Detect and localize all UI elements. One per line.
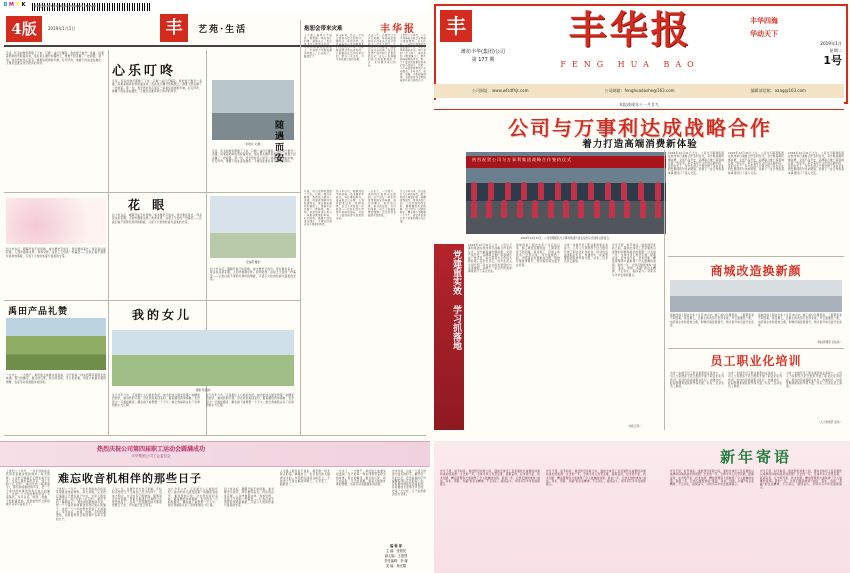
lead-photo-group: 热烈祝贺公司与万事利集团战略合作签约仪式 <box>466 152 666 234</box>
cmyk-marks: BMYK <box>3 2 27 8</box>
editorial-line-2: 副主编：王建国 <box>384 554 408 558</box>
back-paper-name: 丰华报 <box>380 24 416 35</box>
article-花眼-body-right: 四十岁以后，眼睛开始不听使唤。看书要把字放远，穿针要迎着光。母亲说这是花眼，人到岁数都这样。我却觉得，这是上天给的一份慈悲——让我们看不清那些琐碎的瑕疵，只留下大致的轮廓与温柔的光晕。 <box>210 268 296 281</box>
article-花眼-body-left: 四十岁以后，眼睛开始不听使唤。看书要把字放远，穿针要迎着光。母亲说这是花眼，人到岁数都这样。我却觉得，这是上天给的一份慈悲——让我们看不清那些琐碎的瑕疵，只留下大致的轮廓与温柔的光晕。 <box>6 248 106 258</box>
photo-caption: （李晓东 文/图） <box>243 143 263 146</box>
section-divider <box>4 435 426 436</box>
back-right-col-f: 四十岁以后，眼睛开始不听使唤。看书要把字放远，穿针要迎着光。母亲说这是花眼，人到岁数都这样。我却觉得，这是上天给的一份慈悲——让我们看不清那些琐碎的瑕疵，只留下大致的轮廓与温柔的光晕。 <box>336 190 364 220</box>
article-心乐叮咚-body: 冬夜，所有的物声都歇了下来，只剩一盏灯还醒着。我把窗子推开一条缝，风裹着细碎的雪粒溜进来，落在案头摊开的稿纸上，像谁不经意撒了一把碎银。那一刻，我忽然听见心里有一串极轻极细的声响，叮叮咚咚，像檐下的冰凌在融化，又像远处谁家孩子拨弄的风铃。 <box>112 80 202 93</box>
front-column-divider <box>664 150 665 430</box>
front-page <box>430 0 850 573</box>
barcode-filename: 丰华报2019年1月1日4版.ps 2018/12/27 15:25:08 <box>34 5 96 8</box>
lead-body-col-3: 2018年12月31日上午，公司与万事利集团在杭州举行战略合作签约仪式，双方就高端丝绸消费、文创产品开发、品牌联合推广等领域达成一致意见，标志着双方合作进入新阶段。签约仪式上，双方负责人分别介绍了各自企业的发展现状与未来规划，并就下一步合作的具体事项进行了深入交流。 <box>788 152 844 175</box>
paper-slogan <box>750 14 778 40</box>
feature-col-5: 四十岁以后，眼睛开始不听使唤。看书要把字放远，穿针要迎着光。母亲说这是花眼，人到岁数都这样。我却觉得，这是上天给的一份慈悲——让我们看不清那些琐碎的瑕疵，只留下大致的轮廓与温柔的光晕。 <box>224 488 274 508</box>
lunar-dateline: 本报或或年十一月廿九 <box>434 100 844 110</box>
article-心乐叮咚-body-cont: 冬夜，所有的物声都歇了下来，只剩一盏灯还醒着。我把窗子推开一条缝，风裹着细碎的雪粒溜进来，落在案头摊开的稿纸上，像谁不经意撒了一把碎银。那一刻，我忽然听见心里有一串极轻极细的声响，叮叮咚咚，像檐下的冰凌在融化，又像远处谁家孩子拨弄的风铃。 <box>212 150 296 163</box>
back-right-col-d: 上世纪八十年代，一台半导体收音机是家里最金贵的物件。每天傍晚，父亲把它端端正正摆在桌子中央，全家人围坐着听评书。刘兰芳的《岳飞传》、单田芳的《隋唐演义》，那些抑扬顿挫的声音，把一个个遥远的故事送进我们狭小的屋子，也把一个少年的想象带到了天南海北。多年以后，电视、电脑、手机轮番登场，而我始终怀念那段被声音牵引着的日子。 <box>400 34 426 82</box>
slogan-line-1: 丰华四海 <box>750 16 778 25</box>
editorial-line-4: 美 编：杨光耀 <box>385 564 407 568</box>
article-我的女儿-body-cont: 女儿今年六岁，正是最让人心软的年纪。她会把幼儿园发的第一块糖留到放学，塞进我的口袋；会在我加班回家时，踮着脚给我拿拖鞋；也会因为一只蚂蚁搬家，蹲在楼下看整整一个下午。她让我重新认识了世界的细小与辽阔。 <box>206 394 294 407</box>
back-right-col-b: 岁末年初，总是一个适合回望与盘点的时节。翻开这一年的日历，密密麻麻的记号提醒着我们走过的每一步。有时候成绩是显而易见的，有时候成长是悄无声息的。把每一天过好，日子自然就会给出答案。 <box>336 34 364 61</box>
sec3-body-col-1: 为进一步提升员工职业素养和业务能力，公司人力资源部于近日组织开展了职业化系列培训，培训内容涵盖职业礼仪、沟通技巧、时间管理和团队协作等方面，共有二百余名员工参加。 <box>670 372 724 389</box>
banner-body-col-2: 商城改造工程自去年十月启动以来，施工单位克服低温、工期紧张等不利因素，昼夜施工，目前主体改造已全部完成，外立面焕然一新，内部商业布局更加合理，购物环境显著提升，预计春节前全面开业迎客。 <box>516 244 560 267</box>
section-divider <box>4 192 300 193</box>
feature-col-7: 一方水土，一方物产。禹田的土地厚实而温润，出产的每一样东西都带着阳光的味道。春日的嫩芽，夏日的瓜果，秋日的谷粒，冬日的菜根，皆是大地最朴素的馈赠，也是劳动者最踏实的回报。 <box>336 470 386 487</box>
article-抱恕会带来灾难-title: 抱恕会带来灾难 <box>304 26 343 32</box>
slogan-line-2: 华动天下 <box>750 29 778 38</box>
back-right-col-g: 一方水土，一方物产。禹田的土地厚实而温润，出产的每一样东西都带着阳光的味道。春日的嫩芽，夏日的瓜果，秋日的谷粒，冬日的菜根，皆是大地最朴素的馈赠，也是劳动者最踏实的回报。 <box>368 190 396 217</box>
lead-headline: 公司与万事利达成战略合作 <box>508 116 772 140</box>
photo-caption-2: （安春霞 摄影） <box>243 261 263 264</box>
feature-col-2: 上世纪八十年代，一台半导体收音机是家里最金贵的物件。每天傍晚，父亲把它端端正正摆在桌子中央，全家人围坐着听评书。刘兰芳的《岳飞传》、单田芳的《隋唐演义》，那些抑扬顿挫的声音，把一个个遥远的故事送进我们狭小的屋子，也把一个少年的想象带到了天南海北。多年以后，电视、电脑、手机轮番登场，而我始终怀念那段被声音牵引着的日子。 <box>56 488 106 521</box>
back-right-col-c: 人这一生，总要学会与自己和解。年轻时总想把日子过成自己设计的样子，后来才明白，生活自有它的脉络。随遇而安并非消极，而是在看清生活真相之后依然热爱它，在每一处落脚的地方都能把根扎下去，开出属于自己的花。 <box>368 34 396 67</box>
feature-col-3: 人这一生，总要学会与自己和解。年轻时总想把日子过成自己设计的样子，后来才明白，生活自有它的脉络。随遇而安并非消极，而是在看清生活真相之后依然热爱它，在每一处落脚的地方都能把根扎下去，开出属于自己的花。 <box>112 488 162 508</box>
back-right-col-e: 冬夜，所有的物声都歇了下来，只剩一盏灯还醒着。我把窗子推开一条缝，风裹着细碎的雪粒溜进来，落在案头摊开的稿纸上，像谁不经意撒了一把碎银。那一刻，我忽然听见心里有一串极轻极细的声响，叮叮咚咚，像檐下的冰凌在融化，又像远处谁家孩子拨弄的风铃。 <box>304 190 332 226</box>
banner-body-col-1: 2018年12月31日上午，公司与万事利集团在杭州举行战略合作签约仪式，双方就高端丝绸消费、文创产品开发、品牌联合推广等领域达成一致意见，标志着双方合作进入新阶段。签约仪式上，双方负责人分别介绍了各自企业的发展现状与未来规划，并就下一步合作的具体事项进行了深入交流。 <box>468 244 512 274</box>
newyear-col-1: 岁月不居，时节如流。值此辞旧迎新之际，谨向全体员工及家属致以诚挚的问候和美好的祝愿！过去的一年，全体丰华人攻坚克难、砥砺奋进，在市场开拓、技术创新、精益管理等方面取得了令人鼓舞的成绩。新的一年，让我们继续秉持“诚信、务实、创新、共赢”的企业精神，不忘初心，接续奋斗，共同书写丰华发展新篇章。 <box>440 470 540 487</box>
article-花眼-body: 四十岁以后，眼睛开始不听使唤。看书要把字放远，穿针要迎着光。母亲说这是花眼，人到岁数都这样。我却觉得，这是上天给的一份慈悲——让我们看不清那些琐碎的瑕疵，只留下大致的轮廓与温柔的光晕。 <box>112 214 202 224</box>
back-right-col-a: 人生路上难免有不如意。抱怨像一场无休止的雨，淋湿自己，也让身边的人躲得远远的。与其把时间耗在抱怨上，不如把力气用在解决问题上。心态变了，路就宽了。 <box>304 34 332 58</box>
article-我的女儿-body: 女儿今年六岁，正是最让人心软的年纪。她会把幼儿园发的第一块糖留到放学，塞进我的口袋；会在我加班回家时，踮着脚给我拿拖鞋；也会因为一只蚂蚁搬家，蹲在楼下看整整一个下午。她让我重新认识了世界的细小与辽阔。 <box>112 394 200 407</box>
website-link[interactable]: 公司网址：www.wfsdfhjt.com <box>472 88 529 93</box>
back-page-date: 2019年1月1日 <box>48 26 76 31</box>
page-number-badge: 4版 <box>6 16 42 42</box>
lead-subheadline: 着力打造高端消费新体验 <box>582 139 698 150</box>
article-我的女儿-title: 我的女儿 <box>132 308 193 322</box>
contact-info-bar <box>434 84 844 98</box>
front-section-divider-2 <box>668 348 844 349</box>
sec3-caption: （人力资源部 张伟） <box>817 421 842 424</box>
sec2-body-col-1: 商城改造工程自去年十月启动以来，施工单位克服低温、工期紧张等不利因素，昼夜施工，目前主体改造已全部完成，外立面焕然一新，内部商业布局更加合理，购物环境显著提升，预计春节前全面开业迎客。 <box>670 314 754 327</box>
editorial-box <box>368 544 424 569</box>
weekday: 星期二 <box>829 48 842 53</box>
editorial-line-3: 责任编辑：李 娜 <box>384 559 408 563</box>
party-building-banner-text: 党建重实效 学习抓落地 <box>451 250 461 350</box>
bottom-banner-title: 热烈庆祝公司第四届职工运动会圆满成功 <box>96 446 205 453</box>
column-divider <box>300 20 301 435</box>
article-photo-nature <box>112 330 294 386</box>
newyear-col-4: 岁月不居，时节如流。值此辞旧迎新之际，谨向全体员工及家属致以诚挚的问候和美好的祝愿！过去的一年，全体丰华人攻坚克难、砥砺奋进，在市场开拓、技术创新、精益管理等方面取得了令人鼓舞的成绩。新的一年，让我们继续秉持“诚信、务实、创新、共赢”的企业精神，不忘初心，接续奋斗，共同书写丰华发展新篇章。 <box>760 470 842 490</box>
article-难忘收音机-title: 难忘收音机相伴的那些日子 <box>58 472 202 485</box>
issue-number: 第 177 期 <box>471 57 495 63</box>
section-员工职业化培训-title: 员工职业化培训 <box>710 354 802 368</box>
section-label: 艺苑·生活 <box>198 25 248 35</box>
email-link[interactable]: 公司邮箱：fenghuadashe@163.com <box>604 88 675 93</box>
newyear-col-2: 岁月不居，时节如流。值此辞旧迎新之际，谨向全体员工及家属致以诚挚的问候和美好的祝愿！过去的一年，全体丰华人攻坚克难、砥砺奋进，在市场开拓、技术创新、精益管理等方面取得了令人鼓舞的成绩。新的一年，让我们继续秉持“诚信、务实、创新、共赢”的企业精神，不忘初心，接续奋斗，共同书写丰华发展新篇章。 <box>546 470 646 487</box>
publisher-name: 潍坊丰华(集团)公司 <box>461 49 505 55</box>
photo-caption-3: （摄影 陈建国） <box>193 389 213 392</box>
company-logo-icon: 丰 <box>440 10 472 42</box>
lead-body-col-1: 2018年12月31日上午，公司与万事利集团在杭州举行战略合作签约仪式，双方就高端丝绸消费、文创产品开发、品牌联合推广等领域达成一致意见，标志着双方合作进入新阶段。签约仪式上，双方负责人分别介绍了各自企业的发展现状与未来规划，并就下一步合作的具体事项进行了深入交流。 <box>668 152 724 175</box>
section-商城改造换新颜-title: 商城改造换新颜 <box>710 264 802 278</box>
banner-body-col-4: 岁月不居，时节如流。值此辞旧迎新之际，谨向全体员工及家属致以诚挚的问候和美好的祝愿！过去的一年，全体丰华人攻坚克难、砥砺奋进，在市场开拓、技术创新、精益管理等方面取得了令人鼓舞的成绩。新的一年，让我们继续秉持“诚信、务实、创新、共赢”的企业精神，不忘初心，接续奋斗，共同书写丰华发展新篇章。 <box>612 244 656 277</box>
article-心乐叮咚-title: 心乐叮咚 <box>112 64 177 79</box>
section-divider <box>4 300 300 301</box>
article-photo-bird <box>210 196 296 258</box>
feature-col-8: 岁末年初，总是一个适合回望与盘点的时节。翻开这一年的日历，密密麻麻的记号提醒着我们走过的每一步。有时候成绩是显而易见的，有时候成长是悄无声息的。把每一天过好，日子自然就会给出答案。 <box>392 470 426 497</box>
article-photo-field <box>6 318 106 370</box>
back-column-1-text: 冬夜，所有的物声都歇了下来，只剩一盏灯还醒着。我把窗子推开一条缝，风裹着细碎的雪粒溜进来，落在案头摊开的稿纸上，像谁不经意撒了一把碎银。那一刻，我忽然听见心里有一串极轻极细的声响，叮叮咚咚，像檐下的冰凌在融化，又像远处谁家孩子拨弄的风铃。 <box>6 52 104 65</box>
article-花眼-title: 花 眼 <box>128 198 169 212</box>
publish-date: 2019年1月 <box>820 41 842 46</box>
publisher-info <box>440 48 526 64</box>
editorial-line-1: 主 编：张树民 <box>385 549 407 553</box>
masthead-logo-icon: 丰 <box>160 14 188 42</box>
paper-title-pinyin: FENG HUA BAO <box>560 60 700 69</box>
feature-col-4: 女儿今年六岁，正是最让人心软的年纪。她会把幼儿园发的第一块糖留到放学，塞进我的口袋；会在我加班回家时，踮着脚给我拿拖鞋；也会因为一只蚂蚁搬家，蹲在楼下看整整一个下午。她让我重新认识了世界的细小与辽阔。 <box>168 488 218 508</box>
bottom-banner-sub: 丰华集团公司工会委员会 <box>131 454 171 458</box>
paper-title: 丰华报 <box>568 7 692 52</box>
feature-col-1: 上世纪八十年代，一台半导体收音机是家里最金贵的物件。每天傍晚，父亲把它端端正正摆在桌子中央，全家人围坐着听评书。刘兰芳的《岳飞传》、单田芳的《隋唐演义》，那些抑扬顿挫的声音，把一个个遥远的故事送进我们狭小的屋子，也把一个少年的想象带到了天南海北。多年以后，电视、电脑、手机轮番登场，而我始终怀念那段被声音牵引着的日子。 <box>6 470 50 506</box>
editor-email-link[interactable]: 编辑部信箱：aaag@163.com <box>750 88 806 93</box>
section-photo-city <box>670 280 842 312</box>
article-随遇而安-title: 随遇而安 <box>273 120 283 164</box>
front-section-divider <box>668 256 844 257</box>
sec2-caption: （网站管理部 宋俊伟） <box>815 341 842 344</box>
article-禹田产品礼赞-body: 一方水土，一方物产。禹田的土地厚实而温润，出产的每一样东西都带着阳光的味道。春日的嫩芽，夏日的瓜果，秋日的谷粒，冬日的菜根，皆是大地最朴素的馈赠，也是劳动者最踏实的回报。 <box>6 374 106 384</box>
sec3-body-col-2: 为进一步提升员工职业素养和业务能力，公司人力资源部于近日组织开展了职业化系列培训，培训内容涵盖职业礼仪、沟通技巧、时间管理和团队协作等方面，共有二百余名员工参加。 <box>728 372 782 389</box>
lead-body-col-2: 2018年12月31日上午，公司与万事利集团在杭州举行战略合作签约仪式，双方就高端丝绸消费、文创产品开发、品牌联合推广等领域达成一致意见，标志着双方合作进入新阶段。签约仪式上，双方负责人分别介绍了各自企业的发展现状与未来规划，并就下一步合作的具体事项进行了深入交流。 <box>728 152 784 175</box>
newyear-col-3: 岁月不居，时节如流。值此辞旧迎新之际，谨向全体员工及家属致以诚挚的问候和美好的祝愿！过去的一年，全体丰华人攻坚克难、砥砺奋进，在市场开拓、技术创新、精益管理等方面取得了令人鼓舞的成绩。新的一年，让我们继续秉持“诚信、务实、创新、共赢”的企业精神，不忘初心，接续奋斗，共同书写丰华发展新篇章。 <box>670 470 754 487</box>
article-禹田产品礼赞-title: 禹田产品礼赞 <box>8 307 69 317</box>
lead-photo-caption: 2018年12月31日，公司管理团队与万事利集团代表在签约仪式现场合影留念。 <box>520 237 612 240</box>
banner-source: （本报记者） <box>626 425 642 428</box>
issue-label: 1号 <box>823 54 842 67</box>
new-year-title: 新年寄语 <box>719 448 792 466</box>
back-right-col-h: 女儿今年六岁，正是最让人心软的年纪。她会把幼儿园发的第一块糖留到放学，塞进我的口袋；会在我加班回家时，踮着脚给我拿拖鞋；也会因为一只蚂蚁搬家，蹲在楼下看整整一个下午。她让我重新认识了世界的细小与辽阔。 <box>400 190 426 223</box>
feature-col-6: 人生路上难免有不如意。抱怨像一场无休止的雨，淋湿自己，也让身边的人躲得远远的。与其把时间耗在抱怨上，不如把力气用在解决问题上。心态变了，路就宽了。 <box>280 470 330 487</box>
sec2-body-col-2: 商城改造工程自去年十月启动以来，施工单位克服低温、工期紧张等不利因素，昼夜施工，目前主体改造已全部完成，外立面焕然一新，内部商业布局更加合理，购物环境显著提升，预计春节前全面开业迎客。 <box>758 314 842 327</box>
article-photo-flower <box>6 198 106 244</box>
banner-body-col-3: 为进一步提升员工职业素养和业务能力，公司人力资源部于近日组织开展了职业化系列培训，培训内容涵盖职业礼仪、沟通技巧、时间管理和团队协作等方面，共有二百余名员工参加。 <box>564 244 608 264</box>
column-divider <box>108 50 109 435</box>
editorial-label: 编 辑 部 <box>390 544 402 548</box>
sec3-body-col-3: 为进一步提升员工职业素养和业务能力，公司人力资源部于近日组织开展了职业化系列培训，培训内容涵盖职业礼仪、沟通技巧、时间管理和团队协作等方面，共有二百余名员工参加。 <box>786 372 842 389</box>
